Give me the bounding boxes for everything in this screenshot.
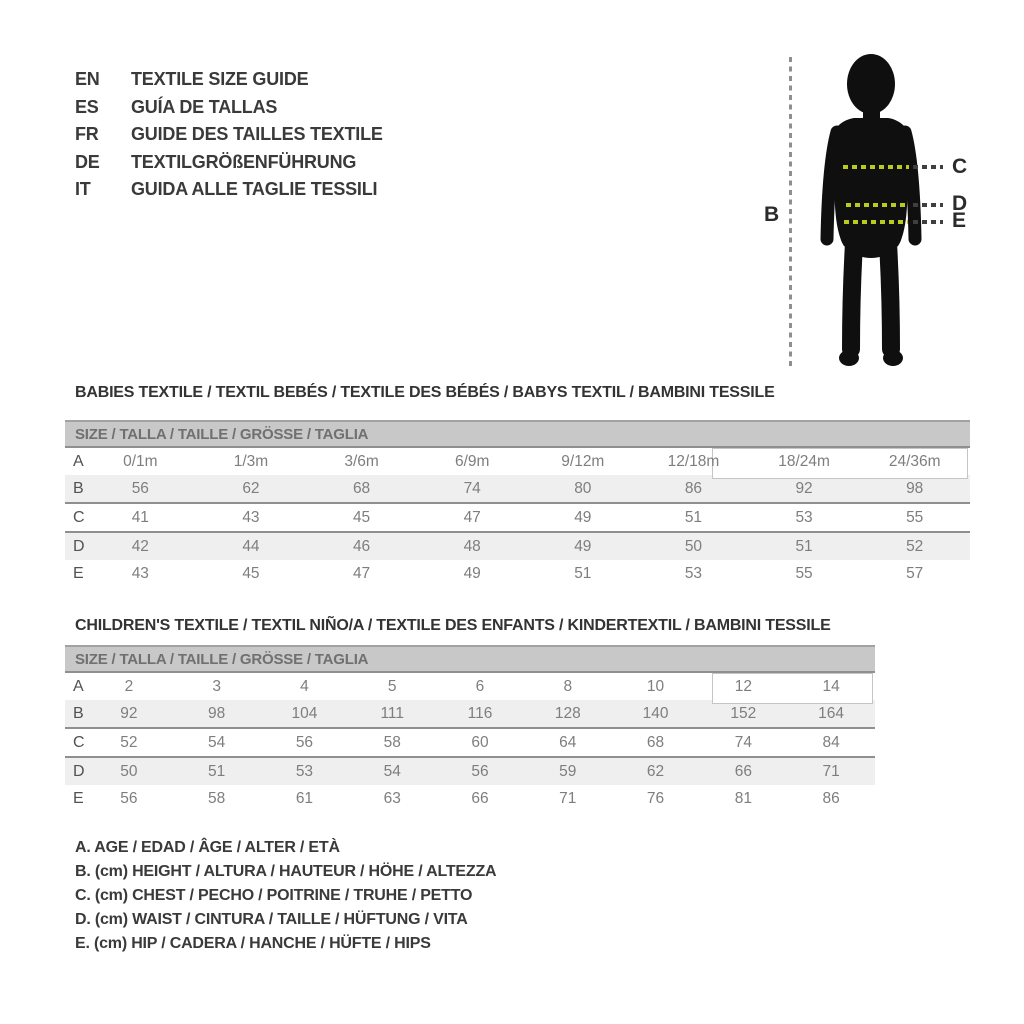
size-cell: 12/18m	[667, 452, 720, 470]
size-cell: 63	[383, 789, 401, 807]
size-cell: 51	[208, 762, 226, 780]
size-cell: 8	[563, 677, 573, 695]
height-dashed-line	[789, 57, 792, 368]
chest-dash-extension	[913, 165, 943, 169]
size-cell: 80	[574, 479, 592, 497]
row-label: E	[73, 564, 84, 582]
size-cell: 0/1m	[123, 452, 158, 470]
legend-item-chest: C. (cm) CHEST / PECHO / POITRINE / TRUHE / PETTO	[75, 887, 473, 904]
size-cell: 47	[463, 508, 481, 526]
size-header-band	[65, 422, 970, 448]
size-cell: 53	[295, 762, 314, 780]
size-cell: 58	[383, 733, 401, 751]
table-row-d	[65, 758, 875, 785]
size-cell: 14	[822, 677, 840, 695]
language-code: EN	[75, 69, 100, 90]
size-cell: 49	[574, 508, 592, 526]
babies-size-table	[65, 420, 970, 587]
size-cell: 4	[300, 677, 309, 695]
table-row-b	[65, 700, 875, 729]
language-code: FR	[75, 124, 99, 145]
size-cell: 98	[906, 479, 924, 497]
size-cell: 51	[574, 564, 592, 582]
size-cell: 86	[684, 479, 703, 497]
size-cell: 50	[684, 537, 703, 555]
size-cell: 6	[475, 677, 485, 695]
size-cell: 46	[352, 537, 371, 555]
size-cell: 52	[120, 733, 138, 751]
size-cell: 51	[684, 508, 703, 526]
row-label: C	[73, 733, 85, 751]
size-cell: 55	[906, 508, 924, 526]
size-cell: 47	[352, 564, 371, 582]
chest-dashed-line	[843, 165, 909, 169]
size-cell: 48	[463, 537, 481, 555]
size-header-band	[65, 647, 875, 673]
size-cell: 56	[131, 479, 149, 497]
size-cell: 68	[646, 733, 665, 751]
size-cell: 42	[131, 537, 149, 555]
chest-measure-label: C	[952, 155, 968, 178]
size-cell: 81	[734, 789, 752, 807]
size-cell: 116	[467, 704, 493, 722]
size-cell: 41	[131, 508, 149, 526]
guide-title: GUIDA ALLE TAGLIE TESSILI	[131, 179, 378, 200]
row-label: D	[73, 537, 85, 555]
size-cell: 56	[471, 762, 489, 780]
size-cell: 52	[906, 537, 924, 555]
children-table-title: CHILDREN'S TEXTILE / TEXTIL NIÑO/A / TEXTILE DES ENFANTS / KINDERTEXTIL / BAMBINI TESSILE	[75, 617, 831, 634]
guide-title: GUIDE DES TAILLES TEXTILE	[131, 124, 383, 145]
guide-title: TEXTILE SIZE GUIDE	[131, 69, 309, 90]
row-label: B	[73, 479, 84, 497]
size-cell: 74	[463, 479, 481, 497]
size-cell: 2	[124, 677, 134, 695]
size-cell: 55	[795, 564, 813, 582]
legend-item-age: A. AGE / EDAD / ÂGE / ALTER / ETÀ	[75, 839, 340, 856]
table-row-c	[65, 504, 970, 533]
size-cell: 76	[646, 789, 665, 807]
table-row-e	[65, 560, 970, 587]
child-silhouette-icon	[818, 48, 932, 370]
size-cell: 9/12m	[561, 452, 605, 470]
table-row-c	[65, 729, 875, 758]
size-cell: 92	[795, 479, 813, 497]
size-cell: 62	[646, 762, 665, 780]
table-body	[65, 673, 875, 812]
row-label: D	[73, 762, 85, 780]
size-cell: 66	[471, 789, 489, 807]
babies-table-title: BABIES TEXTILE / TEXTIL BEBÉS / TEXTILE DES BÉBÉS / BABYS TEXTIL / BAMBINI TESSILE	[75, 384, 775, 401]
guide-title: GUÍA DE TALLAS	[131, 96, 278, 117]
size-cell: 59	[559, 762, 577, 780]
waist-dash-extension	[913, 203, 943, 207]
size-cell: 61	[295, 789, 314, 807]
size-cell: 1/3m	[233, 452, 269, 470]
legend-item-height: B. (cm) HEIGHT / ALTURA / HAUTEUR / HÖHE / ALTEZZA	[75, 863, 497, 880]
size-cell: 71	[822, 762, 840, 780]
size-cell: 43	[131, 564, 149, 582]
waist-measure-label: D	[952, 192, 968, 215]
size-cell: 58	[208, 789, 226, 807]
size-cell: 128	[554, 704, 581, 722]
size-cell: 49	[463, 564, 481, 582]
size-cell: 74	[734, 733, 752, 751]
size-cell: 62	[242, 479, 260, 497]
size-cell: 60	[471, 733, 489, 751]
size-cell: 56	[120, 789, 138, 807]
size-cell: 43	[242, 508, 260, 526]
size-cell: 54	[383, 762, 401, 780]
measurement-figure	[0, 0, 1024, 400]
size-cell: 57	[906, 564, 924, 582]
height-measure-label: B	[764, 203, 780, 226]
size-cell: 3	[212, 677, 221, 695]
size-cell: 49	[574, 537, 592, 555]
row-label: C	[73, 508, 85, 526]
size-cell: 98	[208, 704, 226, 722]
size-cell: 104	[291, 704, 318, 722]
size-cell: 56	[295, 733, 314, 751]
legend-item-hip: E. (cm) HIP / CADERA / HANCHE / HÜFTE / HIPS	[75, 935, 431, 952]
legend-item-waist: D. (cm) WAIST / CINTURA / TAILLE / HÜFTUNG / VITA	[75, 911, 468, 928]
size-cell: 84	[822, 733, 840, 751]
table-body	[65, 448, 970, 587]
size-cell: 24/36m	[888, 452, 941, 470]
size-cell: 44	[242, 537, 260, 555]
size-cell: 71	[559, 789, 577, 807]
measurement-legend	[75, 836, 496, 956]
size-cell: 140	[642, 704, 669, 722]
hip-dash-extension	[913, 220, 943, 224]
size-cell: 5	[387, 677, 397, 695]
hip-dashed-line	[844, 220, 908, 224]
size-cell: 51	[795, 537, 813, 555]
guide-title: TEXTILGRÖßENFÜHRUNG	[131, 151, 357, 172]
size-cell: 45	[352, 508, 371, 526]
size-cell: 45	[242, 564, 260, 582]
size-cell: 53	[684, 564, 703, 582]
waist-dashed-line	[846, 203, 908, 207]
size-cell: 86	[822, 789, 840, 807]
language-code: IT	[75, 179, 91, 200]
size-cell: 10	[646, 677, 665, 695]
language-code: DE	[75, 151, 100, 172]
size-cell: 92	[120, 704, 138, 722]
size-cell: 68	[352, 479, 371, 497]
size-header-label: SIZE / TALLA / TAILLE / GRÖSSE / TAGLIA	[75, 650, 369, 668]
language-code: ES	[75, 96, 99, 117]
size-header-label: SIZE / TALLA / TAILLE / GRÖSSE / TAGLIA	[75, 425, 369, 443]
row-label: A	[73, 452, 84, 470]
size-cell: 50	[120, 762, 138, 780]
children-size-table	[65, 645, 875, 812]
table-row-e	[65, 785, 875, 812]
size-cell: 64	[559, 733, 577, 751]
table-row-d	[65, 533, 970, 560]
size-cell: 18/24m	[778, 452, 830, 470]
size-cell: 111	[380, 704, 404, 722]
row-label: B	[73, 704, 84, 722]
size-cell: 54	[208, 733, 226, 751]
size-cell: 53	[795, 508, 813, 526]
row-label: E	[73, 789, 84, 807]
size-cell: 6/9m	[454, 452, 490, 470]
size-cell: 3/6m	[344, 452, 379, 470]
hip-measure-label: E	[952, 209, 967, 232]
size-cell: 12	[734, 677, 752, 695]
size-cell: 152	[730, 704, 757, 722]
table-row-b	[65, 475, 970, 504]
size-cell: 66	[734, 762, 752, 780]
row-label: A	[73, 677, 84, 695]
size-cell: 164	[818, 704, 845, 722]
